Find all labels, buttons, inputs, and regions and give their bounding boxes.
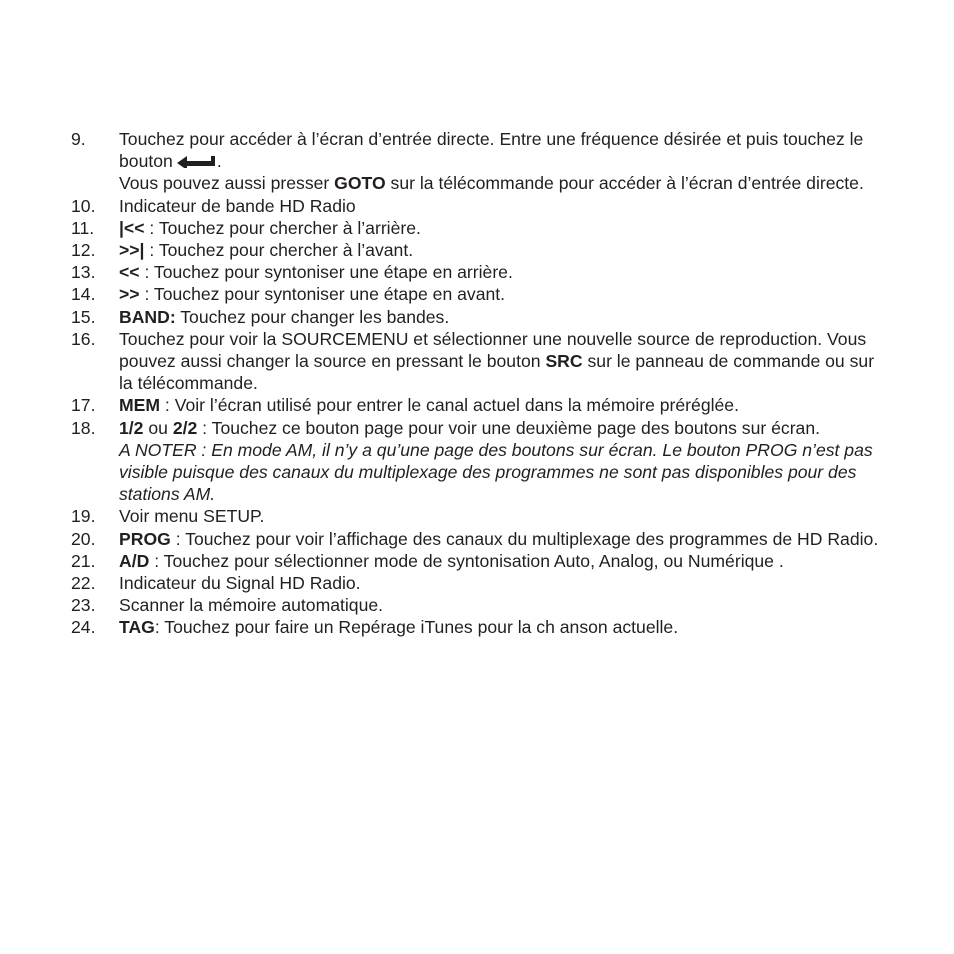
list-item-18 bbox=[71, 417, 886, 506]
item-bold-label: A/D bbox=[119, 550, 150, 571]
item-number: 23. bbox=[71, 595, 96, 616]
item-number: 10. bbox=[71, 195, 96, 216]
list-item-23 bbox=[71, 594, 886, 616]
item-number: 17. bbox=[71, 395, 96, 416]
item-text-a: ou bbox=[143, 417, 173, 438]
item-9-text-2a: Vous pouvez aussi presser bbox=[119, 173, 335, 194]
page-2-2-label: 2/2 bbox=[172, 417, 198, 438]
item-number: 19. bbox=[71, 506, 96, 527]
list-item-24 bbox=[71, 616, 886, 638]
item-text: : Touchez pour chercher à l’arrière. bbox=[144, 217, 421, 238]
item-bold-label: MEM bbox=[119, 395, 161, 416]
item-text: Touchez pour changer les bandes. bbox=[175, 306, 450, 327]
list-item-21 bbox=[71, 550, 886, 572]
item-bold-label: << bbox=[119, 262, 140, 283]
item-text-b: : Touchez ce bouton page pour voir une deuxième page des boutons sur écran. bbox=[197, 417, 821, 438]
item-text: : Touchez pour sélectionner mode de syntonisation Auto, Analog, ou Numérique . bbox=[149, 550, 784, 571]
item-9-text: Touchez pour accéder à l’écran d’entrée directe. Entre une fréquence désirée et puis touchez le bouton bbox=[119, 129, 864, 172]
item-number: 9. bbox=[71, 129, 86, 149]
item-bold-label: |<< bbox=[119, 217, 145, 238]
list-item-12 bbox=[71, 239, 886, 261]
item-number: 21. bbox=[71, 550, 96, 571]
list-item-11 bbox=[71, 217, 886, 239]
item-9-paragraph-1 bbox=[119, 128, 886, 172]
item-number: 16. bbox=[71, 328, 96, 349]
list-item-16 bbox=[71, 328, 886, 395]
item-9-period: . bbox=[216, 151, 222, 172]
list-item-17 bbox=[71, 394, 886, 416]
list-item-19 bbox=[71, 505, 886, 527]
item-number: 15. bbox=[71, 306, 96, 327]
item-bold-label: BAND: bbox=[119, 306, 176, 327]
am-note: A NOTER : En mode AM, il n’y a qu’une page des boutons sur écran. Le bouton PROG n’est pas visible puisque des canaux du multiplexage des programmes ne sont pas disponibles pour des stations AM. bbox=[119, 439, 873, 505]
item-18-paragraph bbox=[119, 417, 886, 439]
list-item-15 bbox=[71, 306, 886, 328]
item-number: 13. bbox=[71, 262, 96, 283]
item-bold-label: PROG bbox=[119, 528, 171, 549]
list-item-10 bbox=[71, 195, 886, 217]
list-item-14 bbox=[71, 283, 886, 305]
item-bold-label: >> bbox=[119, 284, 140, 305]
item-number: 12. bbox=[71, 240, 96, 261]
list-item-13 bbox=[71, 261, 886, 283]
instruction-list bbox=[71, 128, 886, 639]
item-bold-label: TAG bbox=[119, 617, 155, 638]
item-number: 20. bbox=[71, 528, 96, 549]
item-number: 22. bbox=[71, 573, 96, 594]
item-text: : Voir l’écran utilisé pour entrer le canal actuel dans la mémoire préréglée. bbox=[160, 395, 739, 416]
item-text: : Touchez pour faire un Repérage iTunes pour la ch anson actuelle. bbox=[154, 617, 679, 638]
item-text: : Touchez pour syntoniser une étape en avant. bbox=[139, 284, 506, 305]
list-item-22 bbox=[71, 572, 886, 594]
item-text-b: sur le panneau de commande ou sur la télécommande. bbox=[119, 351, 875, 394]
page-1-2-label: 1/2 bbox=[119, 417, 144, 438]
list-item-9 bbox=[71, 128, 886, 195]
goto-label: GOTO bbox=[334, 173, 386, 194]
enter-arrow-icon bbox=[177, 154, 217, 168]
item-text: Indicateur du Signal HD Radio. bbox=[119, 573, 361, 594]
item-text-a: Touchez pour voir la SOURCEMENU et sélectionner une nouvelle source de reproduction. Vous pouvez aussi changer la source en pressant le bouton bbox=[119, 328, 867, 372]
item-bold-label: >>| bbox=[119, 240, 145, 261]
item-number: 14. bbox=[71, 284, 96, 305]
item-9-paragraph-2 bbox=[119, 172, 886, 194]
item-text: Indicateur de bande HD Radio bbox=[119, 195, 356, 216]
item-text: Voir menu SETUP. bbox=[119, 506, 265, 527]
list-item-20 bbox=[71, 528, 886, 550]
item-number: 18. bbox=[71, 417, 96, 438]
item-number: 11. bbox=[71, 217, 95, 238]
item-text: Scanner la mémoire automatique. bbox=[119, 595, 384, 616]
item-number: 24. bbox=[71, 617, 96, 638]
item-text: : Touchez pour voir l’affichage des canaux du multiplexage des programmes de HD Radio. bbox=[170, 528, 879, 549]
item-9-text-2b: sur la télécommande pour accéder à l’écran d’entrée directe. bbox=[385, 173, 864, 194]
item-text: : Touchez pour chercher à l’avant. bbox=[144, 240, 414, 261]
src-label: SRC bbox=[545, 351, 583, 372]
item-text: : Touchez pour syntoniser une étape en arrière. bbox=[139, 262, 513, 283]
